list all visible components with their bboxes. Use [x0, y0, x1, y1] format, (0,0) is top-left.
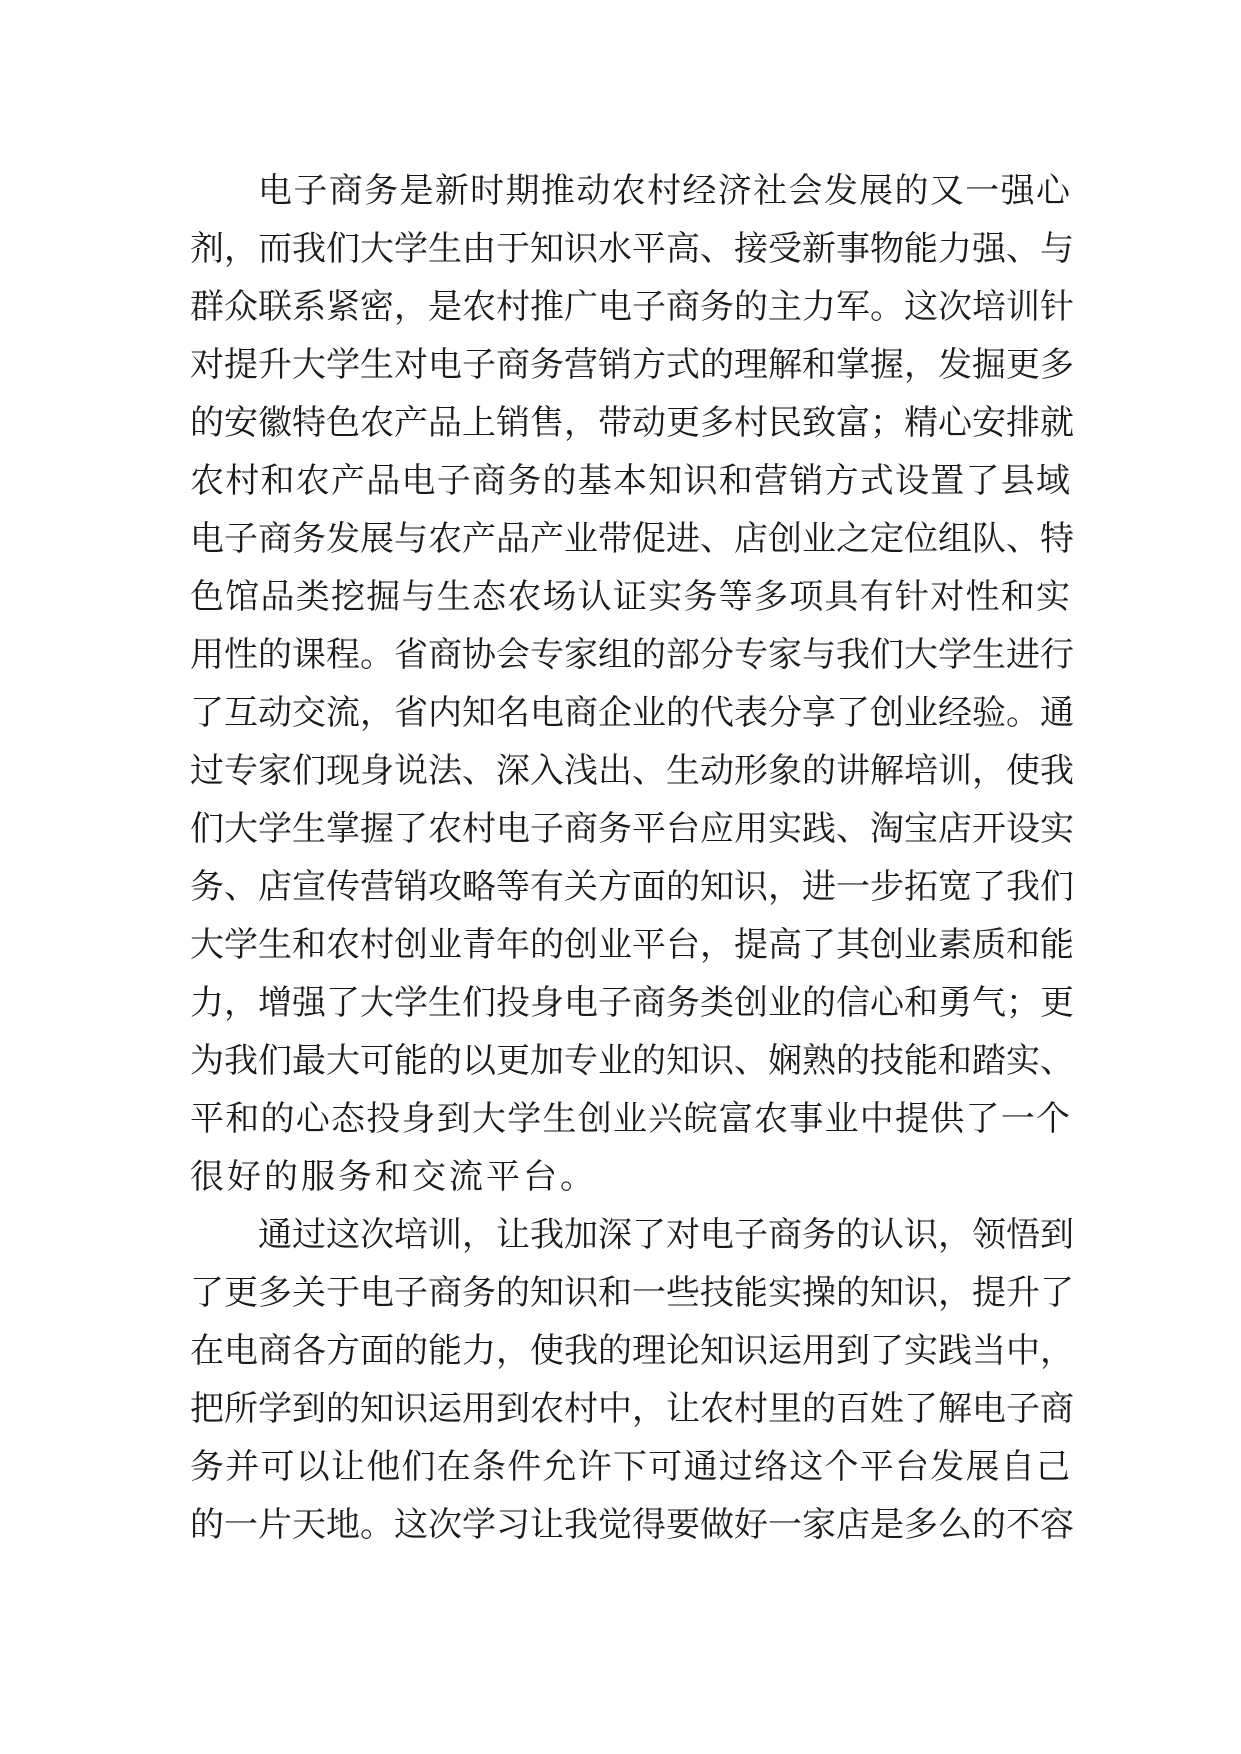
- paragraph-container: [190, 162, 1074, 1554]
- text-line: 务、店宣传营销攻略等有关方面的知识，进一步拓宽了我们: [190, 867, 1074, 907]
- text-line: 在电商各方面的能力，使我的理论知识运用到了实践当中，: [190, 1331, 1074, 1371]
- text-line: 了互动交流，省内知名电商企业的代表分享了创业经验。通: [190, 693, 1074, 733]
- text-line: 的安徽特色农产品上销售，带动更多村民致富；精心安排就: [190, 403, 1074, 443]
- paragraph: [190, 162, 1074, 1206]
- text-line: 的一片天地。这次学习让我觉得要做好一家店是多么的不容: [190, 1505, 1074, 1545]
- text-line: 剂，而我们大学生由于知识水平高、接受新事物能力强、与: [190, 229, 1074, 269]
- body-text: [190, 162, 1074, 1554]
- text-line: 很好的服务和交流平台。: [190, 1157, 597, 1197]
- text-line: 务并可以让他们在条件允许下可通过络这个平台发展自己: [190, 1447, 1070, 1487]
- paragraph: [190, 1206, 1074, 1554]
- text-line: 了更多关于电子商务的知识和一些技能实操的知识，提升了: [190, 1273, 1074, 1313]
- text-line: 色馆品类挖掘与生态农场认证实务等多项具有针对性和实: [190, 577, 1070, 617]
- text-line: 力，增强了大学生们投身电子商务类创业的信心和勇气；更: [190, 983, 1074, 1023]
- text-line: 把所学到的知识运用到农村中，让农村里的百姓了解电子商: [190, 1389, 1074, 1429]
- text-line: 农村和农产品电子商务的基本知识和营销方式设置了县域: [190, 461, 1070, 501]
- text-line: 大学生和农村创业青年的创业平台，提高了其创业素质和能: [190, 925, 1074, 965]
- text-line: 过专家们现身说法、深入浅出、生动形象的讲解培训，使我: [190, 751, 1074, 791]
- text-line: 通过这次培训，让我加深了对电子商务的认识，领悟到: [258, 1215, 1074, 1255]
- text-line: 群众联系紧密，是农村推广电子商务的主力军。这次培训针: [190, 287, 1074, 327]
- text-line: 电子商务发展与农产品产业带促进、店创业之定位组队、特: [190, 519, 1074, 559]
- text-line: 对提升大学生对电子商务营销方式的理解和掌握，发掘更多: [190, 345, 1074, 385]
- text-line: 平和的心态投身到大学生创业兴皖富农事业中提供了一个: [190, 1099, 1070, 1139]
- text-line: 电子商务是新时期推动农村经济社会发展的又一强心: [258, 171, 1070, 211]
- text-line: 用性的课程。省商协会专家组的部分专家与我们大学生进行: [190, 635, 1074, 675]
- text-line: 们大学生掌握了农村电子商务平台应用实践、淘宝店开设实: [190, 809, 1074, 849]
- text-line: 为我们最大可能的以更加专业的知识、娴熟的技能和踏实、: [190, 1041, 1074, 1081]
